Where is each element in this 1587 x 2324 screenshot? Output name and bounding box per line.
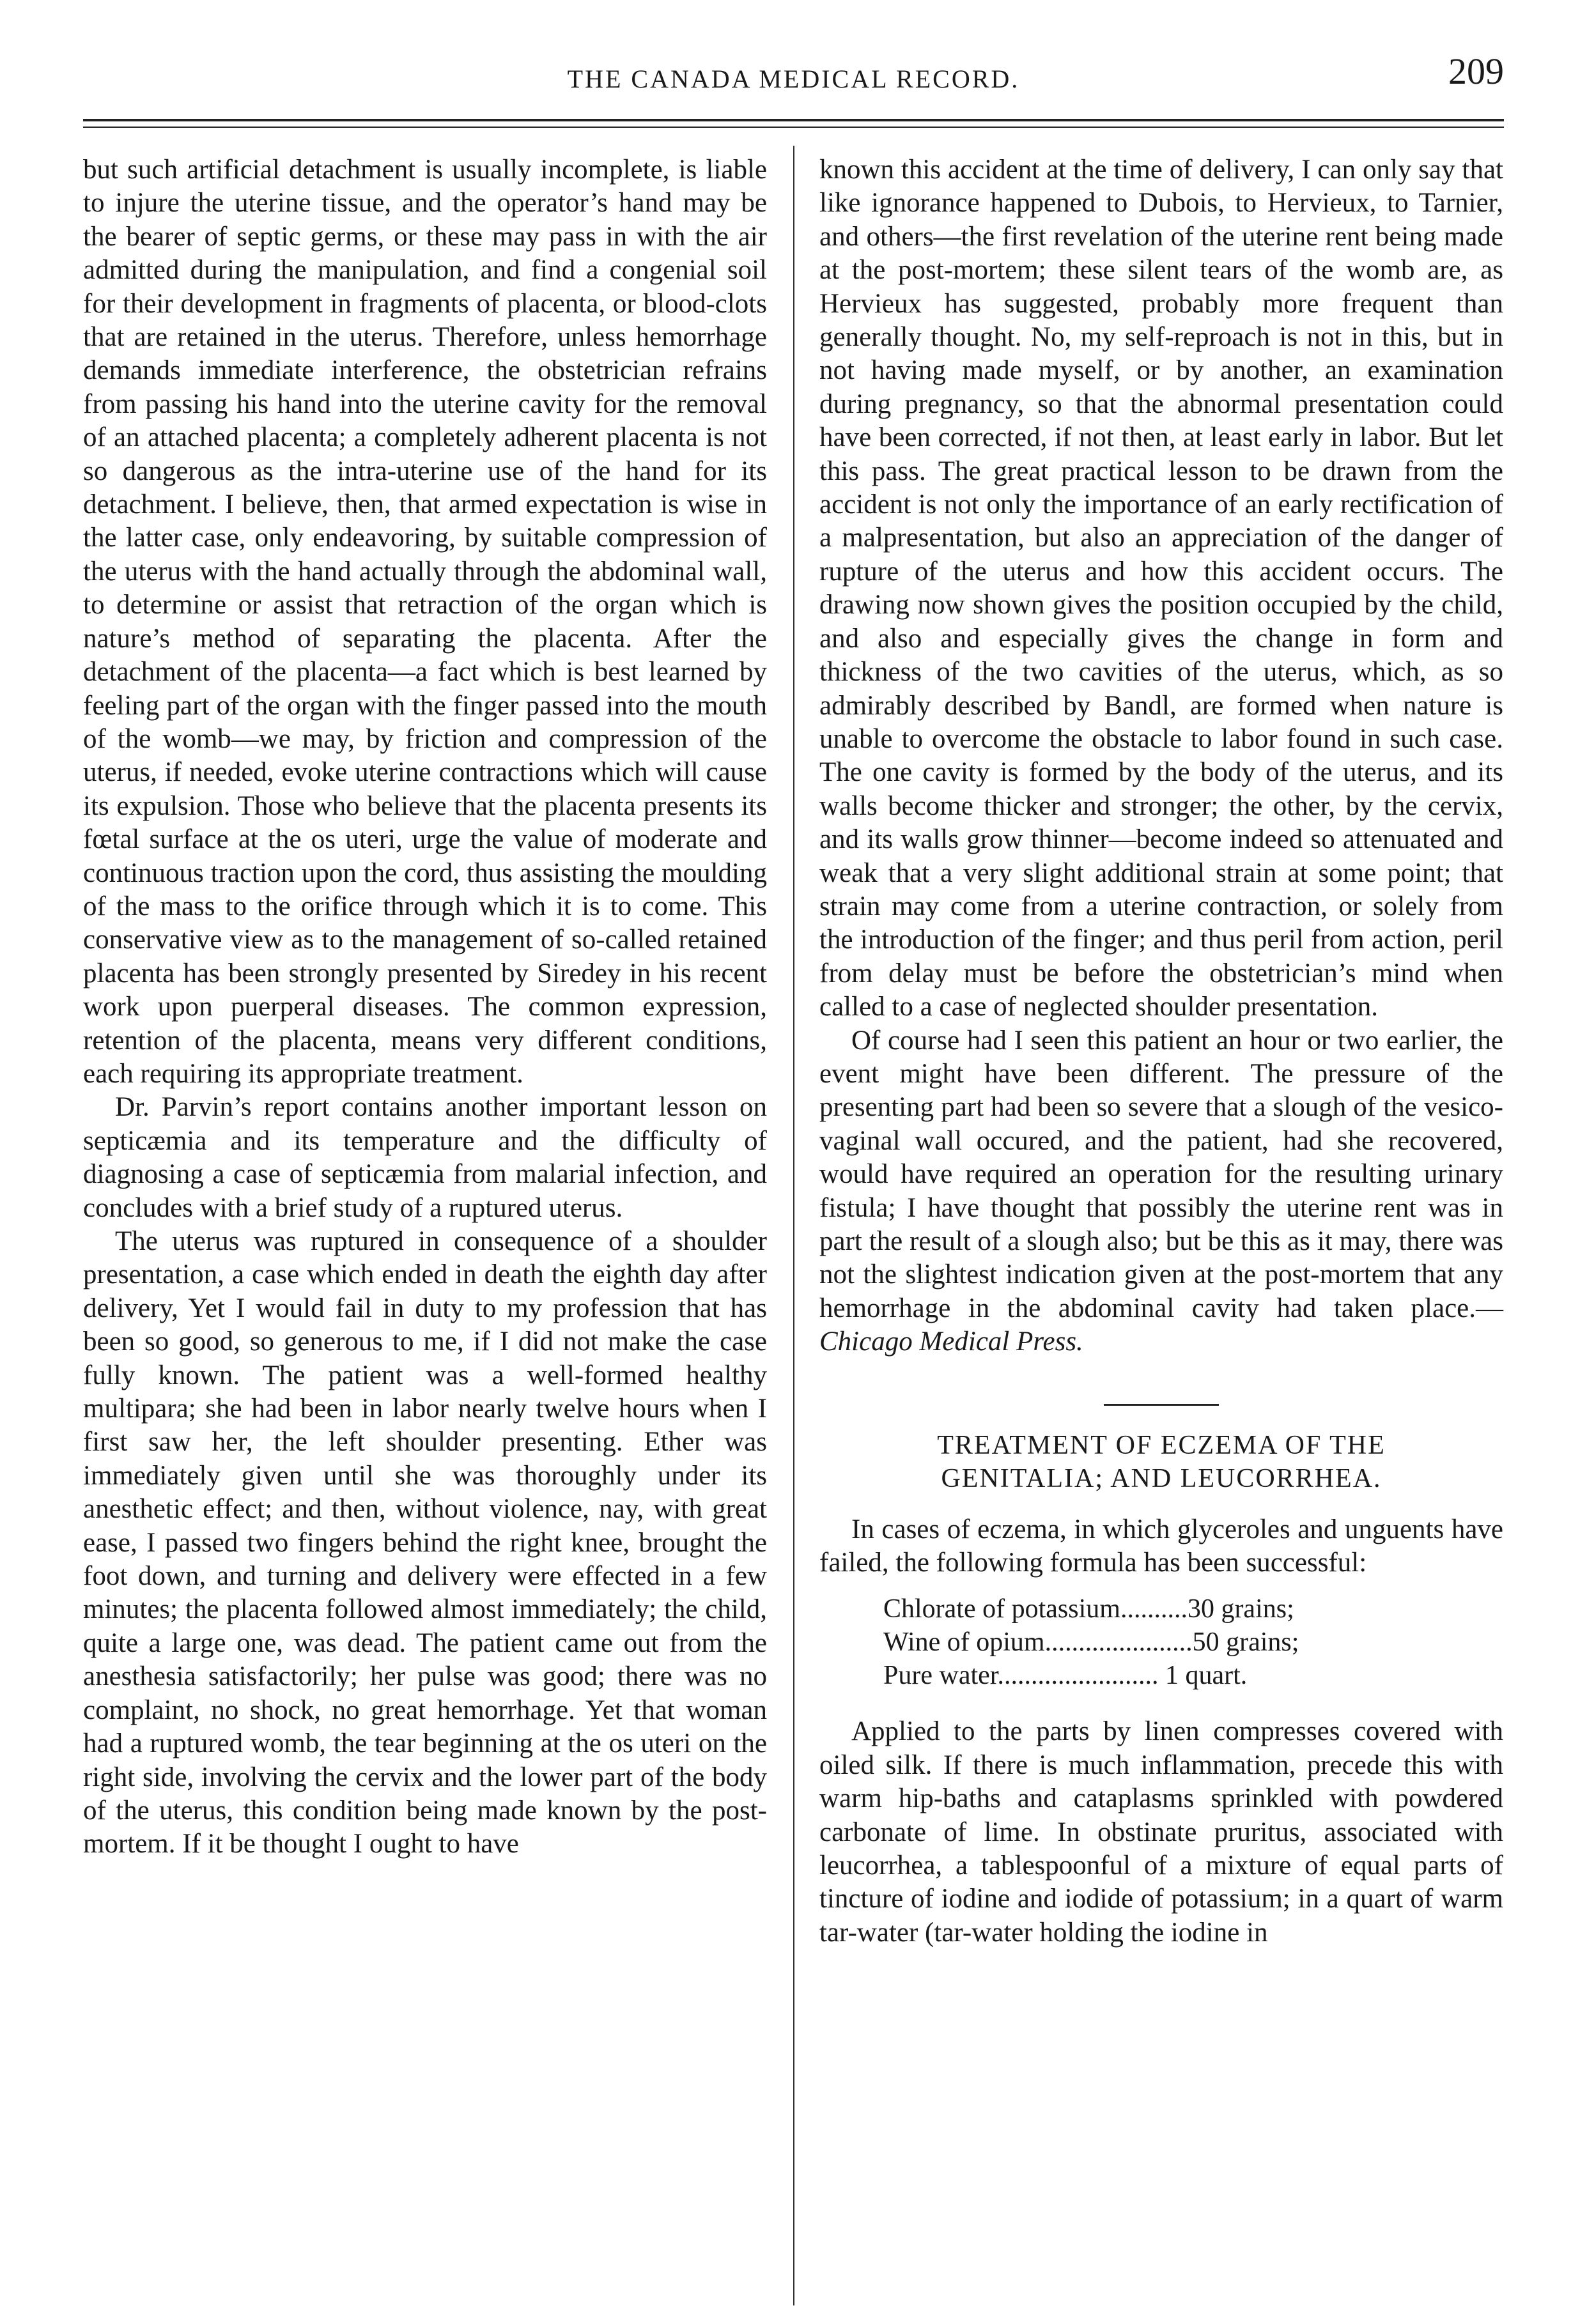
recipe-list [883, 1592, 1503, 1692]
right-column [819, 153, 1503, 1950]
recipe-line: Pure water........................ 1 quart. [883, 1661, 1248, 1691]
recipe-line: Chlorate of potassium..........30 grains; [883, 1594, 1294, 1624]
running-title: THE CANADA MEDICAL RECORD. [567, 65, 1020, 93]
paragraph: The uterus was ruptured in consequence of a shoulder presentation, a case which ended in death the eighth day after delivery, Yet I would fail in duty to my profession that has been so good, so generous to me, if I did not make the case fully known. The patient was a well-formed healthy multipara; she had been in labor nearly twelve hours when I first saw her, the left shoulder presenting. Ether was immediately given until she was thoroughly under its anesthetic effect; and then, without violence, nay, with great ease, I passed two fingers behind the right knee, brought the foot down, and turning and delivery were effected in a few minutes; the placenta followed almost immediately; the child, quite a large one, was dead. The patient came out from the anesthesia satisfactorily; her pulse was good; there was no complaint, no shock, no great hemorrhage. Yet that woman had a ruptured womb, the tear beginning at the os uteri on the right side, involving the cervix and the lower part of the body of the uterus, this condition being made known by the post-mortem. If it be thought I ought to have [83, 1226, 767, 1859]
article-title-line: GENITALIA; AND LEUCORRHEA. [941, 1463, 1382, 1493]
page-number: 209 [1448, 50, 1504, 92]
source-citation: Chicago Medical Press. [819, 1327, 1083, 1357]
paragraph [819, 1024, 1503, 1359]
paragraph: known this accident at the time of delivery, I can only say that like ignorance happened to Dubois, to Hervieux, to Tarnier, and others—the first revelation of the uterine rent being made at the post-mortem; these silent tears of the womb are, as Hervieux has suggested, probably more frequent than generally thought. No, my self-reproach is not in this, but in not having made myself, or by another, an examination during pregnancy, so that the abnormal presentation could have been corrected, if not then, at least early in labor. But let this pass. The great practical lesson to be drawn from the accident is not only the importance of an early rectification of a malpresentation, but also an appreciation of the danger of rupture of the uterus and how this accident occurs. The drawing now shown gives the position occupied by the child, and also and especially gives the change in form and thickness of the two cavities of the uterus, which, as so admirably described by Bandl, are formed when nature is unable to overcome the obstacle to labor found in such case. The one cavity is formed by the body of the uterus, and its walls become thicker and stronger; the other, by the cervix, and its walls grow thinner—become indeed so attenuated and weak that a very slight additional strain at some point; that strain may come from a uterine contraction, or solely from the introduction of the finger; and thus peril from action, peril from delay must be before the obstetrician’s mind when called to a case of neglected shoulder presentation. [819, 155, 1503, 1022]
recipe-line: Wine of opium......................50 grains; [883, 1628, 1299, 1658]
column-divider [793, 146, 794, 2305]
section-rule [1104, 1404, 1219, 1406]
paragraph: Applied to the parts by linen compresses covered with oiled silk. If there is much inflammation, precede this with warm hip-baths and cataplasms sprinkled with powdered carbonate of lime. In obstinate pruritus, associated with leucorrhea, a tablespoonful of a mixture of equal parts of tincture of iodine and iodide of potassium; in a quart of warm tar-water (tar-water holding the iodine in [819, 1716, 1503, 1948]
paragraph: but such artificial detachment is usually incomplete, is liable to injure the uterine tissue, and the operator’s hand may be the bearer of septic germs, or these may pass in with the air admitted during the manipulation, and find a congenial soil for their development in fragments of placenta, or blood-clots that are retained in the uterus. Therefore, unless hemorrhage demands immediate interference, the obstetrician refrains from passing his hand into the uterine cavity for the removal of an attached placenta; a completely adherent placenta is not so dangerous as the intra-uterine use of the hand for its detachment. I believe, then, that armed expectation is wise in the latter case, only endeavoring, by suitable compression of the uterus with the hand actually through the abdominal wall, to determine or assist that retraction of the organ which is nature’s method of separating the placenta. After the detachment of the placenta—a fact which is best learned by feeling part of the organ with the finger passed into the mouth of the womb—we may, by friction and compression of the uterus, if needed, evoke uterine contractions which will cause its expulsion. Those who believe that the placenta presents its fœtal surface at the os uteri, urge the value of moderate and continuous traction upon the cord, thus assisting the moulding of the mass to the orifice through which it is to come. This conservative view as to the management of so-called retained placenta has been strongly presented by Siredey in his recent work upon puerperal diseases. The common expression, retention of the placenta, means very different conditions, each requiring its appropriate treatment. [83, 155, 767, 1089]
article-title-line: TREATMENT OF ECZEMA OF THE [937, 1430, 1386, 1460]
header-rule-thin [83, 127, 1504, 128]
paragraph: In cases of eczema, in which glyceroles and unguents have failed, the following formula has been successful: [819, 1514, 1503, 1578]
left-column [83, 153, 767, 1861]
paragraph: Dr. Parvin’s report contains another important lesson on septicæmia and its temperature and the difficulty of diagnosing a case of septicæmia from malarial infection, and concludes with a brief study of a ruptured uterus. [83, 1092, 767, 1223]
header-rule-thick [83, 119, 1504, 121]
page-header [83, 50, 1504, 93]
paragraph-text: Of course had I seen this patient an hour or two earlier, the event might have been different. The pressure of the presenting part had been so severe that a slough of the vesico-vaginal wall occured, and the patient, had she recovered, would have required an operation for the resulting urinary fistula; I have thought that possibly the uterine rent was in part the result of a slough also; but be this as it may, there was not the slightest indication given at the post-mortem that any hemorrhage in the abdominal cavity had taken place.— [819, 1025, 1503, 1323]
article-title [819, 1429, 1503, 1495]
